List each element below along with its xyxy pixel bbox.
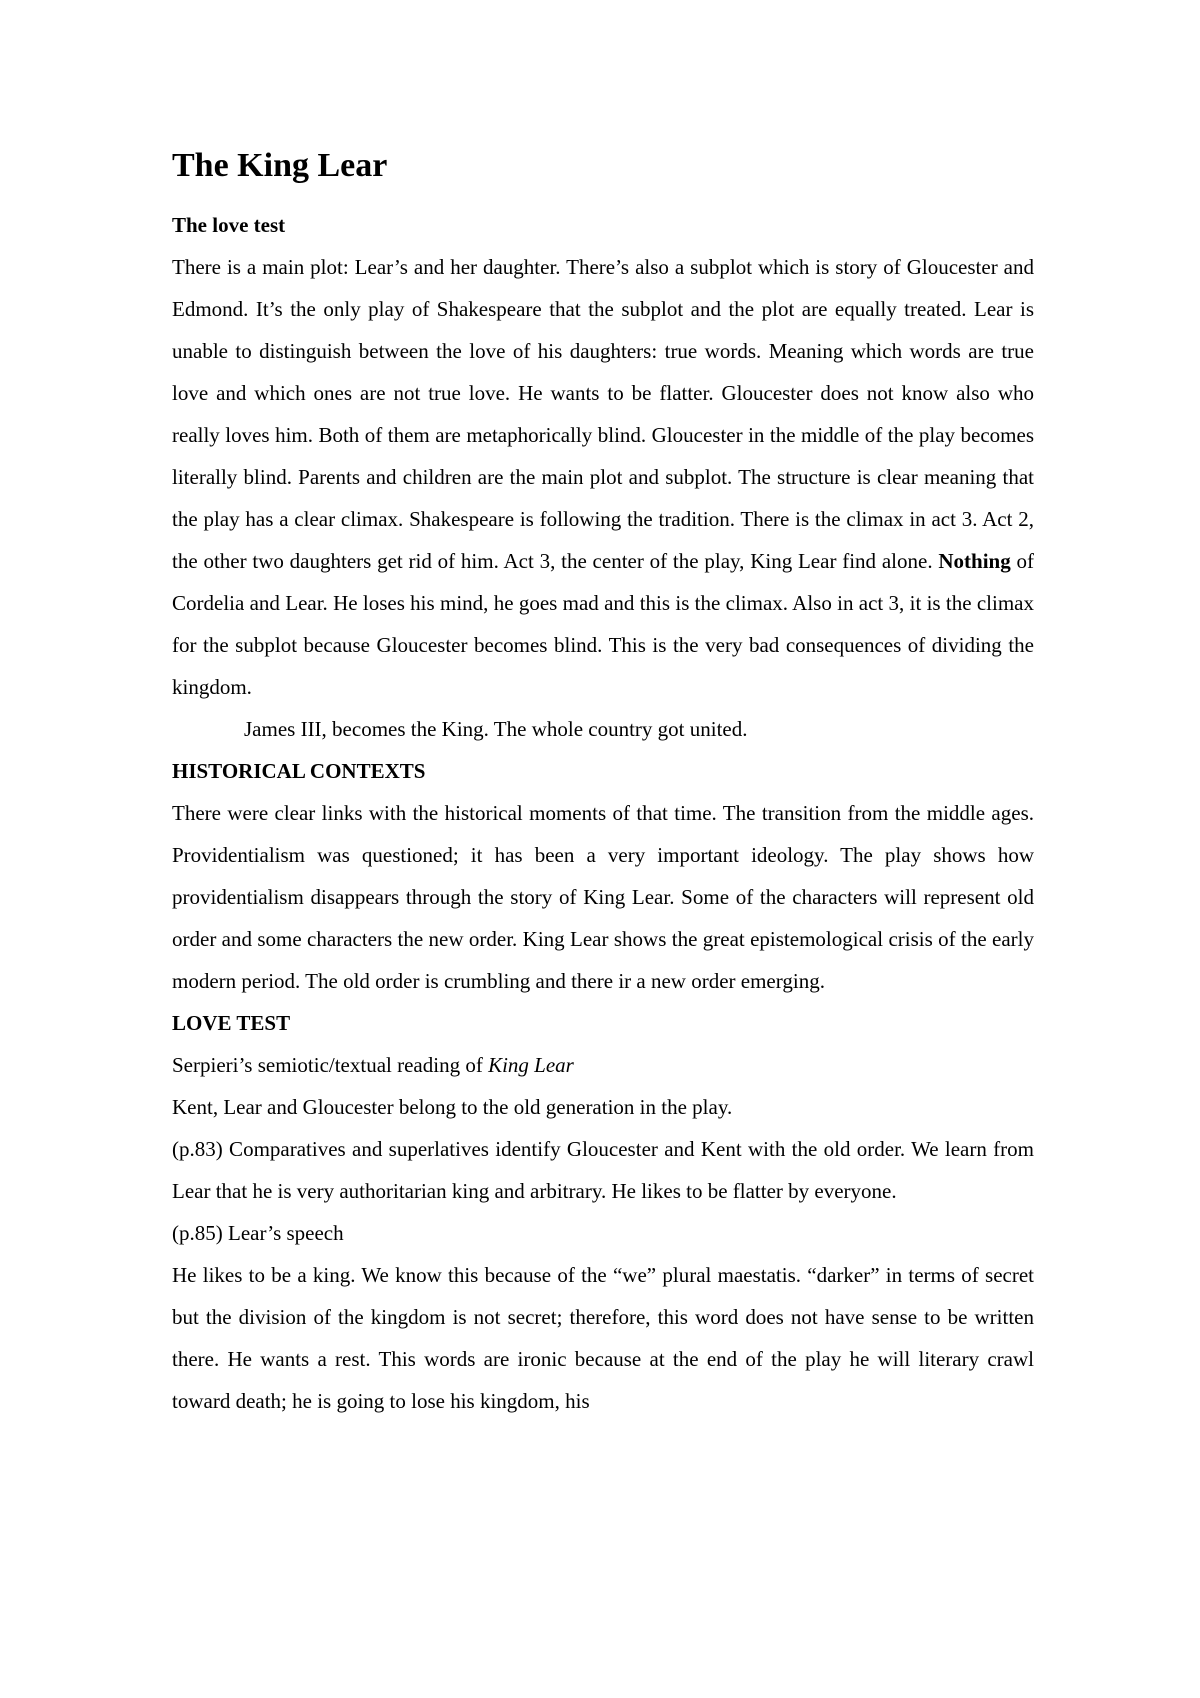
paragraph-p83: (p.83) Comparatives and superlatives identify Gloucester and Kent with the old order. We learn from Lear that he is very authoritarian king and arbitrary. He likes to be flatter by everyone.: [172, 1137, 1034, 1203]
line-p85: (p.85) Lear’s speech: [172, 1221, 344, 1245]
line-text: Serpieri’s semiotic/textual reading of: [172, 1053, 489, 1077]
document-title: The King Lear: [172, 147, 388, 184]
paragraph-james-iii: James III, becomes the King. The whole country got united.: [244, 717, 748, 741]
paragraph-historical: There were clear links with the historical moments of that time. The transition from the middle ages. Providentialism was questioned; it has been a very important ideology. The play shows how providentialism disappears through the story of King Lear. Some of the characters will represent old order and some characters the new order. King Lear shows the great epistemological crisis of the early modern period. The old order is crumbling and there ir a new order emerging.: [172, 801, 1034, 993]
section-heading-historical-contexts: HISTORICAL CONTEXTS: [172, 759, 426, 783]
paragraph-text: of Cordelia and Lear. He loses his mind, he goes mad and this is the climax. Also in act 3, it is the climax for the subplot because Gloucester becomes blind. This is the very bad consequences of dividing the kingdom.: [172, 549, 1034, 699]
document-page: [172, 146, 1034, 1422]
bold-word-nothing: Nothing: [938, 549, 1011, 573]
line-old-generation: Kent, Lear and Gloucester belong to the old generation in the play.: [172, 1095, 733, 1119]
paragraph-text: There is a main plot: Lear’s and her daughter. There’s also a subplot which is story of Gloucester and Edmond. It’s the only play of Shakespeare that the subplot and the plot are equally treated. Lear is unable to distinguish between the love of his daughters: true words. Meaning which words are true love and which ones are not true love. He wants to be flatter. Gloucester does not know also who really loves him. Both of them are metaphorically blind. Gloucester in the middle of the play becomes literally blind. Parents and children are the main plot and subplot. The structure is clear meaning that the play has a clear climax. Shakespeare is following the tradition. There is the climax in act 3. Act 2, the other two daughters get rid of him. Act 3, the center of the play, King Lear find alone.: [172, 255, 1034, 573]
italic-title-king-lear: King Lear: [488, 1053, 574, 1077]
paragraph-main-plot: [172, 246, 1034, 708]
section-heading-love-test-2: LOVE TEST: [172, 1011, 291, 1035]
paragraph-lear-speech: He likes to be a king. We know this because of the “we” plural maestatis. “darker” in terms of secret but the division of the kingdom is not secret; therefore, this word does not have sense to be written there. He wants a rest. This words are ironic because at the end of the play he will literary crawl toward death; he is going to lose his kingdom, his: [172, 1263, 1034, 1413]
section-heading-love-test: The love test: [172, 213, 286, 237]
line-serpieri: [172, 1044, 1034, 1086]
